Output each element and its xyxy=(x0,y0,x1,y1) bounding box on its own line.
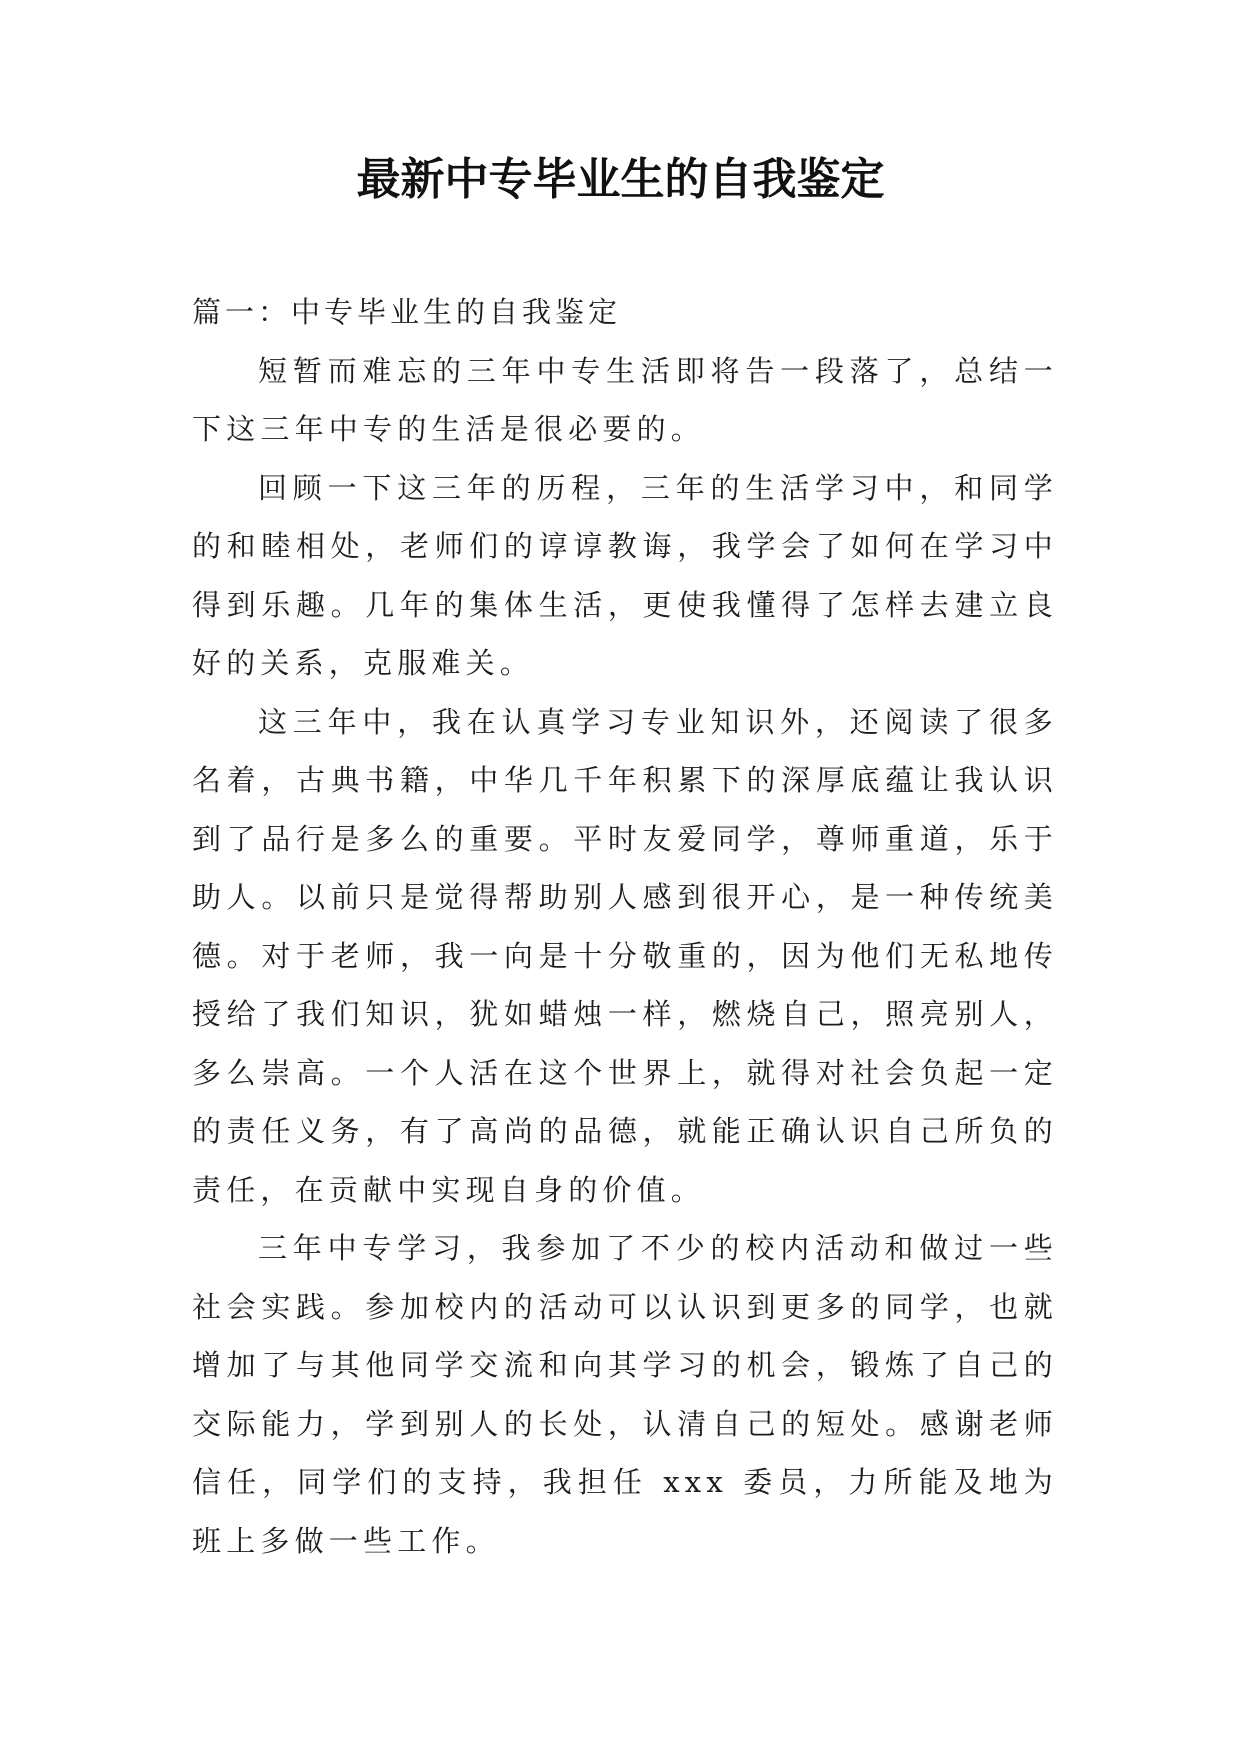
paragraph: 短暂而难忘的三年中专生活即将告一段落了，总结一下这三年中专的生活是很必要的。 xyxy=(192,353,1058,446)
paragraph: 这三年中，我在认真学习专业知识外，还阅读了很多名着，古典书籍，中华几千年积累下的深厚底蕴让我认识到了品行是多么的重要。平时友爱同学，尊师重道，乐于助人。以前只是觉得帮助别人感到很开心，是一种传统美德。对于老师，我一向是十分敬重的，因为他们无私地传授给了我们知识，犹如蜡烛一样，燃烧自己，照亮别人，多么崇高。一个人活在这个世界上，就得对社会负起一定的责任义务，有了高尚的品德，就能正确认识自己所负的责任，在贡献中实现自身的价值。 xyxy=(192,704,1058,1207)
document-body xyxy=(192,283,1058,1570)
section-heading: 篇一：中专毕业生的自我鉴定 xyxy=(192,295,622,329)
document-title: 最新中专毕业生的自我鉴定 xyxy=(356,154,885,205)
paragraph: 三年中专学习，我参加了不少的校内活动和做过一些社会实践。参加校内的活动可以认识到更多的同学，也就增加了与其他同学交流和向其学习的机会，锻炼了自己的交际能力，学到别人的长处，认清自己的短处。感谢老师信任，同学们的支持，我担任 xxx 委员，力所能及地为班上多做一些工作。 xyxy=(192,1231,1058,1558)
paragraph: 回顾一下这三年的历程，三年的生活学习中，和同学的和睦相处，老师们的谆谆教诲，我学会了如何在学习中得到乐趣。几年的集体生活，更使我懂得了怎样去建立良好的关系，克服难关。 xyxy=(192,470,1058,680)
